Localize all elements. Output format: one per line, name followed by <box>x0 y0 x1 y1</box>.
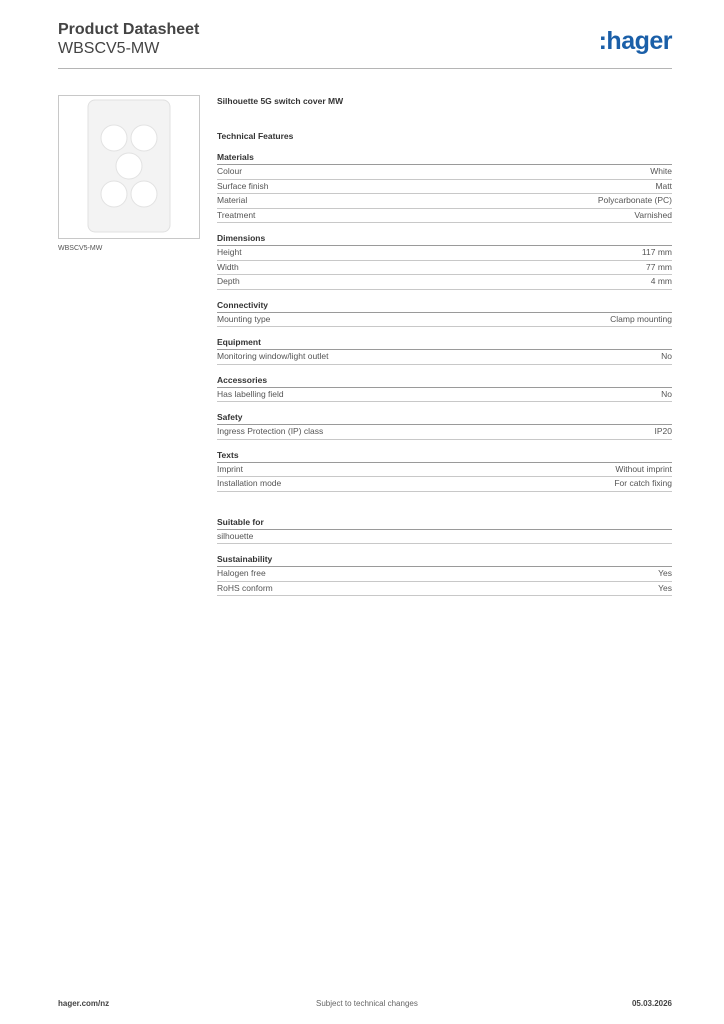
spec-value: Without imprint <box>615 463 672 474</box>
section-dimensions <box>217 232 672 290</box>
spec-value: No <box>661 388 672 399</box>
document-title: Product Datasheet <box>58 21 200 38</box>
spec-label: Installation mode <box>217 478 282 488</box>
footer-disclaimer: Subject to technical changes <box>316 999 418 1008</box>
spec-value: No <box>661 351 672 361</box>
spec-row <box>217 313 672 328</box>
header-divider <box>58 68 672 69</box>
spec-label: Halogen free <box>217 568 266 578</box>
spec-value: Yes <box>658 582 672 593</box>
footer-date: 05.03.2026 <box>631 999 672 1008</box>
spec-row <box>217 530 672 545</box>
spec-value: 77 mm <box>646 261 672 272</box>
spec-row <box>217 246 672 261</box>
section-title: Texts <box>217 449 672 463</box>
image-caption: WBSCV5-MW <box>58 245 103 252</box>
section-title: Connectivity <box>217 299 672 313</box>
spec-value: 4 mm <box>650 276 672 286</box>
spec-row <box>217 275 672 290</box>
spec-value: Varnished <box>634 209 672 220</box>
spec-label: Has labelling field <box>217 388 284 399</box>
switch-cover-5-gang-illustration <box>59 96 199 238</box>
page-header <box>58 21 672 69</box>
spec-label: Ingress Protection (IP) class <box>217 426 324 436</box>
spec-row <box>217 180 672 195</box>
spec-label: Monitoring window/light outlet <box>217 351 329 361</box>
product-image-frame <box>58 95 200 239</box>
spec-value: Matt <box>655 180 672 191</box>
spec-row <box>217 209 672 224</box>
spec-value: Clamp mounting <box>610 313 672 324</box>
switch-hole <box>101 181 127 207</box>
spec-row <box>217 582 672 597</box>
spec-row <box>217 350 672 365</box>
spec-label: Depth <box>217 276 240 286</box>
spec-row <box>217 165 672 180</box>
product-name: Silhouette 5G switch cover MW <box>217 96 344 106</box>
section-texts <box>217 449 672 492</box>
section-title: Materials <box>217 151 672 165</box>
spec-value: IP20 <box>654 426 672 436</box>
footer-website: hager.com/nz <box>58 999 110 1008</box>
section-title: Accessories <box>217 374 672 388</box>
hager-logo: :hager <box>598 27 672 55</box>
section-title: Safety <box>217 411 672 425</box>
section-title: Suitable for <box>217 516 672 530</box>
spec-value: Yes <box>658 568 672 578</box>
spec-label: Colour <box>217 166 243 176</box>
spec-value: White <box>650 166 672 176</box>
section-suitable-for <box>217 516 672 545</box>
spec-value: 117 mm <box>641 247 672 257</box>
section-materials <box>217 151 672 223</box>
spec-label: Imprint <box>217 463 243 474</box>
spec-label: Surface finish <box>217 180 269 191</box>
spec-row <box>217 261 672 276</box>
spec-label: RoHS conform <box>217 582 273 593</box>
spec-row <box>217 425 672 440</box>
spec-value: For catch fixing <box>614 478 672 488</box>
switch-hole <box>101 125 127 151</box>
spec-label: Width <box>217 261 239 272</box>
section-sustainability <box>217 553 672 596</box>
section-safety <box>217 411 672 440</box>
spec-row <box>217 463 672 478</box>
section-title: Sustainability <box>217 553 672 567</box>
spec-label: silhouette <box>217 530 254 541</box>
spec-label: Mounting type <box>217 313 271 324</box>
spec-row <box>217 194 672 209</box>
section-equipment <box>217 336 672 365</box>
section-accessories <box>217 374 672 403</box>
spec-value: Polycarbonate (PC) <box>597 195 672 205</box>
product-code: WBSCV5-MW <box>58 40 160 57</box>
spec-row <box>217 388 672 403</box>
section-connectivity <box>217 299 672 328</box>
spec-row <box>217 567 672 582</box>
switch-hole <box>131 181 157 207</box>
switch-hole <box>131 125 157 151</box>
spec-label: Treatment <box>217 209 256 220</box>
spec-label: Material <box>217 195 248 205</box>
section-title: Equipment <box>217 336 672 350</box>
switch-hole <box>116 153 142 179</box>
technical-content <box>217 95 672 596</box>
spec-label: Height <box>217 247 242 257</box>
section-title: Dimensions <box>217 232 672 246</box>
technical-features-heading: Technical Features <box>217 131 294 141</box>
spec-row <box>217 477 672 492</box>
